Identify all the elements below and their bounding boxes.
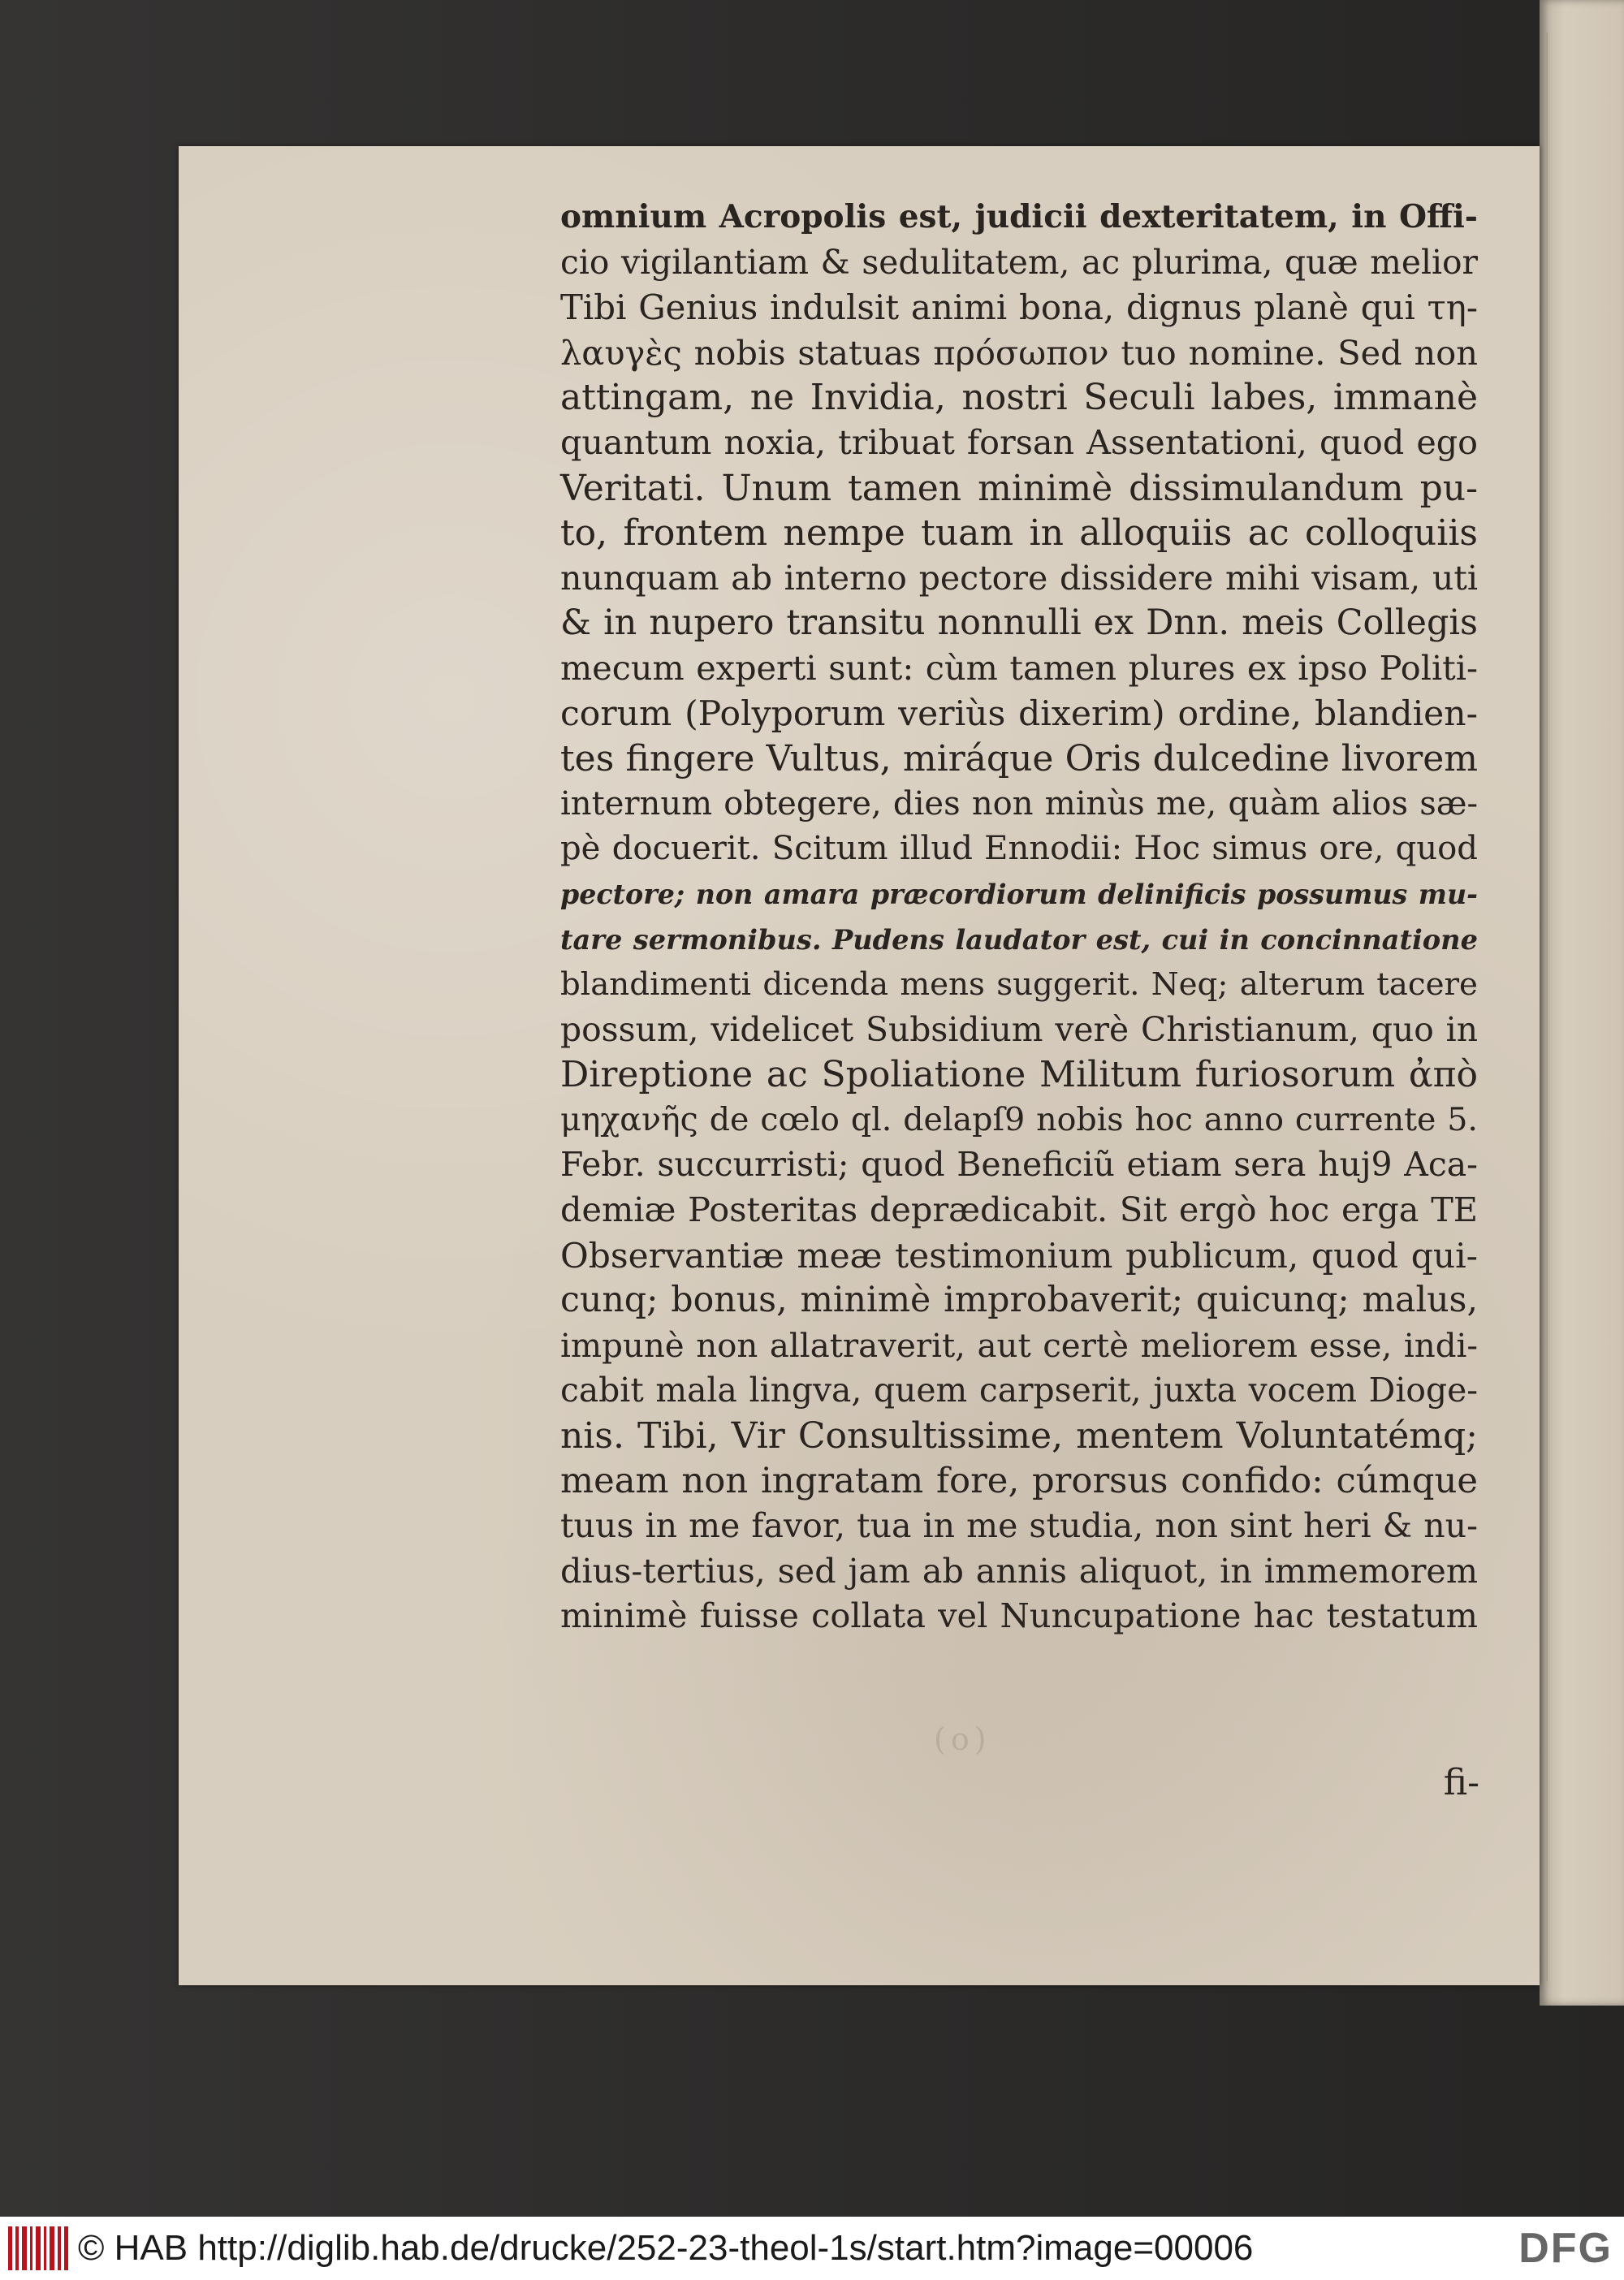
text-line: to, frontem nempe tuam in alloquiis ac colloquiis bbox=[560, 512, 1478, 555]
text-line: blandimenti dicenda mens suggerit. Neq; alterum tacere bbox=[560, 966, 1478, 1004]
text-line: pè docuerit. Scitum illud Ennodii: Hoc simus ore, quod bbox=[560, 830, 1478, 868]
text-line: possum, videlicet Subsidium verè Christianum, quo in bbox=[560, 1009, 1478, 1049]
text-line: meam non ingratam fore, prorsus confido: cúmque bbox=[560, 1460, 1478, 1501]
signature-mark: (o) bbox=[934, 1721, 991, 1757]
page-edge-line bbox=[1546, 32, 1548, 1981]
text-line: cio vigilantiam & sedulitatem, ac plurima, quæ melior bbox=[560, 242, 1478, 282]
text-line: nis. Tibi, Vir Consultissime, mentem Voluntatémq; bbox=[560, 1415, 1478, 1457]
text-line: nunquam ab interno pectore dissidere mihi visam, uti bbox=[560, 558, 1478, 598]
text-line: tes fingere Vultus, miráque Oris dulcedine livorem bbox=[560, 738, 1478, 780]
text-line: impunè non allatraverit, aut certè meliorem esse, indi- bbox=[560, 1326, 1478, 1365]
page-text-block bbox=[560, 195, 1479, 1803]
text-line: demiæ Posteritas deprædicabit. Sit ergò hoc erga TE bbox=[560, 1190, 1478, 1230]
footer-bar bbox=[0, 2217, 1624, 2280]
text-line: & in nupero transitu nonnulli ex Dnn. meis Collegis bbox=[560, 602, 1478, 644]
text-line: Observantiæ meæ testimonium publicum, quod qui- bbox=[560, 1235, 1478, 1276]
text-line: omnium Acropolis est, judicii dexteritatem, in Offi- bbox=[560, 198, 1478, 235]
text-line: tare sermonibus. Pudens laudator est, cui in concinnatione bbox=[560, 922, 1478, 956]
text-line: tuus in me favor, tua in me studia, non sint heri & nu- bbox=[560, 1506, 1478, 1546]
hab-logo-icon bbox=[8, 2226, 68, 2270]
text-line: cunq; bonus, minimè improbaverit; quicunq; malus, bbox=[560, 1280, 1478, 1321]
copyright-url[interactable]: © HAB http://diglib.hab.de/drucke/252-23-theol-1s/start.htm?image=00006 bbox=[78, 2228, 1254, 2268]
text-line: pectore; non amara præcordiorum delinificis possumus mu- bbox=[560, 878, 1478, 910]
text-line: Tibi Genius indulsit animi bona, dignus planè qui τη- bbox=[560, 287, 1478, 328]
text-line: quantum noxia, tribuat forsan Assentationi, quod ego bbox=[560, 422, 1478, 462]
text-line: attingam, ne Invidia, nostri Seculi labes, immanè bbox=[560, 377, 1478, 419]
text-line: mecum experti sunt: cùm tamen plures ex ipso Politi- bbox=[560, 648, 1478, 688]
adjacent-page-edge bbox=[1540, 0, 1624, 2006]
text-line: dius-tertius, sed jam ab annis aliquot, in immemorem bbox=[560, 1551, 1478, 1591]
catchword: fi- bbox=[1443, 1762, 1479, 1803]
text-line: μηχανῆς de cœlo ql. delapſ9 nobis hoc anno currente 5. bbox=[560, 1100, 1478, 1138]
text-line: internum obtegere, dies non minùs me, quàm alios sæ- bbox=[560, 784, 1478, 823]
text-line: cabit mala lingva, quem carpserit, juxta vocem Dioge- bbox=[560, 1371, 1478, 1410]
dfg-logo-icon: DFG bbox=[1518, 2225, 1613, 2272]
text-line: Veritati. Unum tamen minimè dissimulandum pu- bbox=[560, 467, 1478, 509]
text-line: corum (Polyporum veriùs dixerim) ordine, blandien- bbox=[560, 693, 1478, 734]
text-line: Direptione ac Spoliatione Militum furiosorum ἀπὸ bbox=[560, 1054, 1478, 1096]
text-line: minimè fuisse collata vel Nuncupatione hac testatum bbox=[560, 1596, 1478, 1636]
book-page bbox=[179, 146, 1540, 1985]
text-line: Febr. succurristi; quod Beneficiũ etiam sera huj9 Aca- bbox=[560, 1145, 1478, 1185]
text-line: λαυγὲς nobis statuas πρόσωπον tuo nomine. Sed non bbox=[560, 332, 1478, 373]
